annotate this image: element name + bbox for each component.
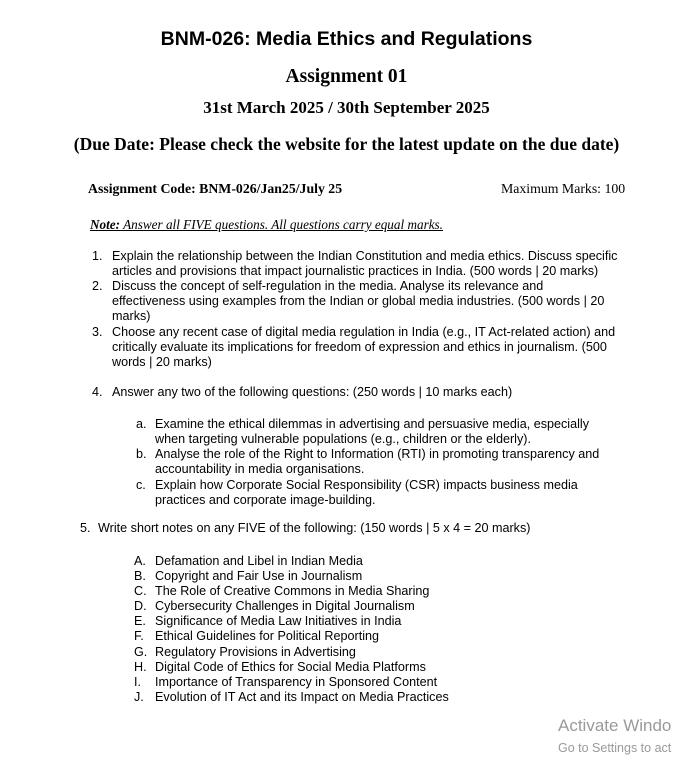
list-item-label: B. [134,569,146,584]
assignment-code: Assignment Code: BNM-026/Jan25/July 25 [88,181,343,196]
note-label: Note: [90,217,121,232]
question-text-line: Explain the relationship between the Indian Constitution and media ethics. Discuss specific [112,249,618,263]
list-item: Significance of Media Law Initiatives in India [155,614,402,629]
question-text-line: marks) [112,309,151,324]
list-item-label: J. [134,689,144,704]
list-item-label: D. [134,599,147,614]
list-item: Cybersecurity Challenges in Digital Journalism [155,599,415,614]
list-item: The Role of Creative Commons in Media Sharing [155,584,430,599]
list-item: Ethical Guidelines for Political Reporting [155,629,380,644]
maximum-marks: Maximum Marks: 100 [501,181,626,196]
instructions-note [90,217,443,233]
option-label: b. [136,447,147,461]
option-text-line: Analyse the role of the Right to Information (RTI) in promoting transparency and [155,447,600,461]
list-item: Copyright and Fair Use in Journalism [155,569,363,584]
list-item-label: H. [134,659,147,674]
list-item-label: F. [134,629,144,644]
list-item: Importance of Transparency in Sponsored Content [155,674,438,689]
list-item-label: E. [134,614,146,629]
option-label: c. [136,478,146,492]
question-text-line: Answer any two of the following questions: (250 words | 10 marks each) [112,385,513,399]
list-item-label: C. [134,584,147,599]
option-label: a. [136,417,147,431]
note-text: Answer all FIVE questions. All questions carry equal marks. [120,217,443,232]
list-item-label: I. [134,674,141,689]
list-item: Defamation and Libel in Indian Media [155,554,363,568]
option-text-line: when targeting vulnerable populations (e.g., children or the elderly). [155,432,531,447]
question-text-line: articles and provisions that impact journalistic practices in India. (500 words | 20 marks) [112,264,599,279]
question-text-line: Write short notes on any FIVE of the following: (150 words | 5 x 4 = 20 marks) [98,521,531,535]
question-number: 4. [92,385,103,399]
question-text-line: Discuss the concept of self-regulation in the media. Analyse its relevance and [112,279,544,293]
question-number: 3. [92,325,103,339]
list-item-label: G. [134,644,148,659]
list-item: Evolution of IT Act and its Impact on Media Practices [155,689,449,704]
option-text-line: accountability in media organisations. [155,462,365,477]
due-date-notice: (Due Date: Please check the website for the latest update on the due date) [73,134,620,154]
option-text-line: practices and corporate image-building. [155,493,376,508]
list-item-label: A. [134,554,146,568]
activation-watermark-link[interactable]: Go to Settings to act [558,741,672,755]
option-text-line: Explain how Corporate Social Responsibility (CSR) impacts business media [155,478,578,492]
session-dates: 31st March 2025 / 30th September 2025 [203,98,490,117]
question-number: 1. [92,249,103,263]
list-item: Digital Code of Ethics for Social Media Platforms [155,659,426,674]
list-item: Regulatory Provisions in Advertising [155,644,356,659]
question-text-line: Choose any recent case of digital media regulation in India (e.g., IT Act-related action) and [112,325,616,339]
question-number: 2. [92,279,103,293]
question-text-line: effectiveness using examples from the Indian or global media industries. (500 words | 20 [112,294,605,309]
activation-watermark-title: Activate Windo [558,716,672,735]
option-text-line: Examine the ethical dilemmas in advertising and persuasive media, especially [155,417,590,431]
question-text-line: words | 20 marks) [112,355,212,370]
document-title: BNM-026: Media Ethics and Regulations [160,28,533,50]
assignment-heading: Assignment 01 [285,66,408,87]
question-number: 5. [80,521,91,535]
question-text-line: critically evaluate its implications for freedom of expression and ethics in journalism. (500 [112,340,607,355]
